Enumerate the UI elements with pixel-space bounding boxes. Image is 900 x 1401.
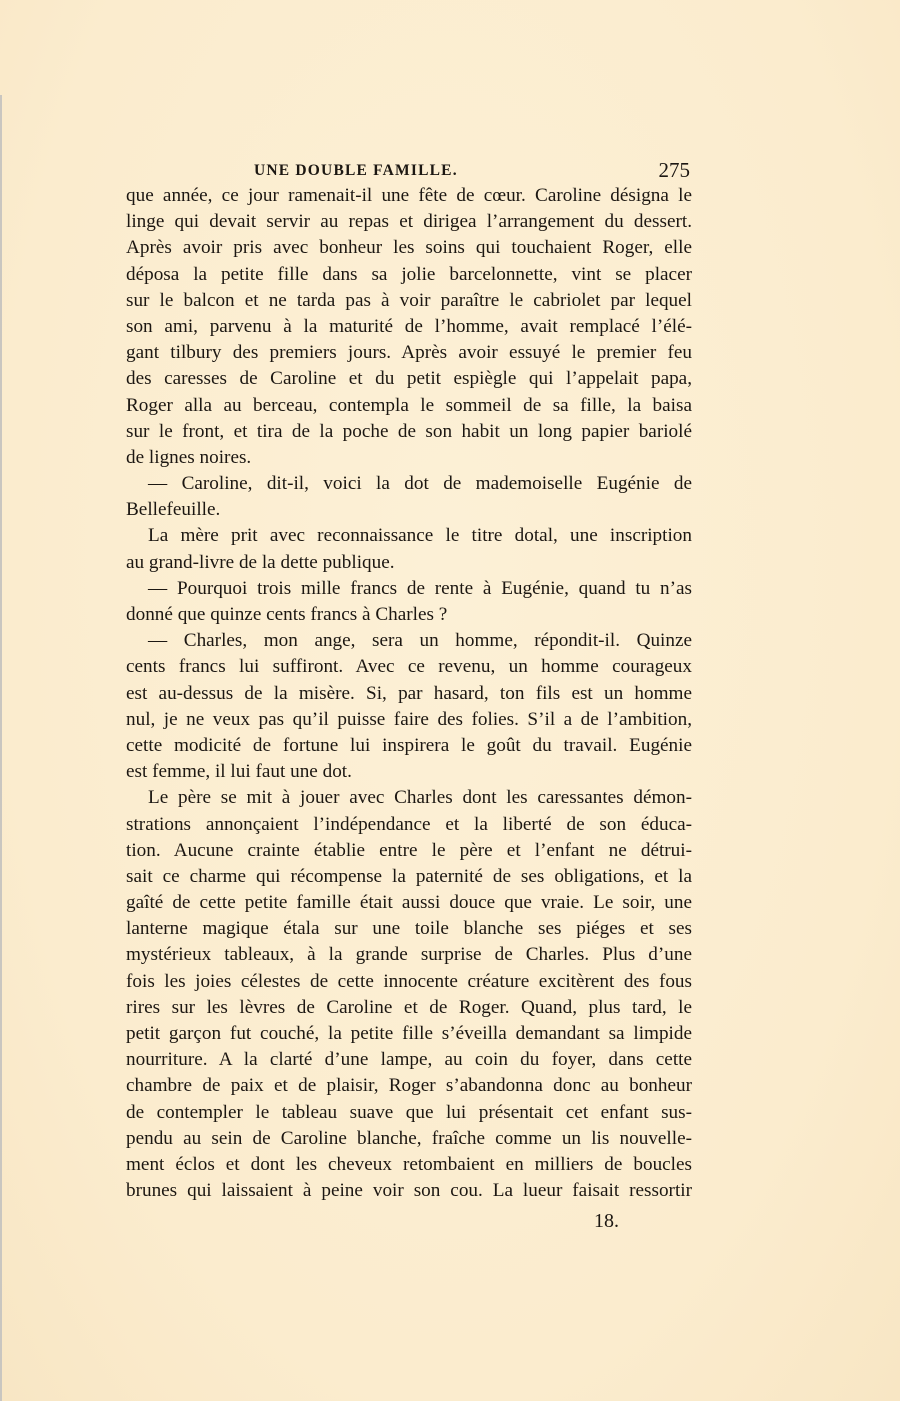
text-line: fois les joies célestes de cette innocente créature excitèrent des fous xyxy=(126,970,692,992)
text-line: Le père se mit à jouer avec Charles dont les caressantes démon- xyxy=(148,787,692,809)
text-line: — Caroline, dit-il, voici la dot de mademoiselle Eugénie de xyxy=(148,473,692,495)
text-line: cette modicité de fortune lui inspirera le goût du travail. Eugénie xyxy=(126,734,692,756)
text-line: linge qui devait servir au repas et dirigea l’arrangement du dessert. xyxy=(126,211,692,233)
text-line: — Charles, mon ange, sera un homme, répondit-il. Quinze xyxy=(148,630,692,652)
text-line: nourriture. A la clarté d’une lampe, au coin du foyer, dans cette xyxy=(126,1049,692,1071)
text-line: tion. Aucune crainte établie entre le père et l’enfant ne détrui- xyxy=(126,839,692,861)
text-line: brunes qui laissaient à peine voir son cou. La lueur faisait ressortir xyxy=(126,1180,692,1202)
running-title: UNE DOUBLE FAMILLE. xyxy=(254,162,458,179)
text-line: des caresses de Caroline et du petit espiègle qui l’appelait papa, xyxy=(126,368,692,390)
text-line: gant tilbury des premiers jours. Après avoir essuyé le premier feu xyxy=(126,342,692,364)
signature-mark: 18. xyxy=(594,1210,619,1232)
page-number: 275 xyxy=(658,158,690,182)
text-line: nul, je ne veux pas qu’il puisse faire des folies. S’il a de l’ambition, xyxy=(126,708,692,730)
page-edge xyxy=(0,95,2,1401)
body-text xyxy=(126,183,692,1204)
text-line: — Pourquoi trois mille francs de rente à Eugénie, quand tu n’as xyxy=(148,577,692,599)
text-line: Après avoir pris avec bonheur les soins qui touchaient Roger, elle xyxy=(126,237,692,259)
text-line: que année, ce jour ramenait-il une fête de cœur. Caroline désigna le xyxy=(126,185,692,206)
text-line: donné que quinze cents francs à Charles ? xyxy=(126,604,448,625)
text-line: La mère prit avec reconnaissance le titre dotal, une inscription xyxy=(148,525,692,547)
text-line: est femme, il lui faut une dot. xyxy=(126,761,352,783)
text-line: pendu au sein de Caroline blanche, fraîche comme un lis nouvelle- xyxy=(126,1127,692,1149)
text-line: cents francs lui suffiront. Avec ce revenu, un homme courageux xyxy=(126,656,692,678)
text-line: rires sur les lèvres de Caroline et de Roger. Quand, plus tard, le xyxy=(126,996,692,1018)
text-line: Roger alla au berceau, contempla le sommeil de sa fille, la baisa xyxy=(126,394,692,416)
text-line: au grand-livre de la dette publique. xyxy=(126,551,395,573)
text-line: sur le balcon et ne tarda pas à voir paraître le cabriolet par lequel xyxy=(126,289,692,311)
text-line: de lignes noires. xyxy=(126,446,252,468)
text-line: lanterne magique étala sur une toile blanche ses piéges et ses xyxy=(126,918,692,940)
text-line: déposa la petite fille dans sa jolie barcelonnette, vint se placer xyxy=(126,263,692,285)
text-line: gaîté de cette petite famille était aussi douce que vraie. Le soir, une xyxy=(126,892,692,914)
text-line: mystérieux tableaux, à la grande surprise de Charles. Plus d’une xyxy=(126,944,692,966)
text-line: ment éclos et dont les cheveux retombaient en milliers de boucles xyxy=(126,1153,692,1175)
text-line: son ami, parvenu à la maturité de l’homme, avait remplacé l’élé- xyxy=(126,315,692,337)
running-head xyxy=(126,158,690,184)
text-line: sait ce charme qui récompense la paternité de ses obligations, et la xyxy=(126,865,692,887)
text-line: est au-dessus de la misère. Si, par hasard, ton fils est un homme xyxy=(126,682,692,704)
text-line: Bellefeuille. xyxy=(126,499,221,521)
text-line: petit garçon fut couché, la petite fille s’éveilla demandant sa limpide xyxy=(126,1023,692,1044)
text-line: de contempler le tableau suave que lui présentait cet enfant sus- xyxy=(126,1101,692,1123)
text-line: strations annonçaient l’indépendance et la liberté de son éduca- xyxy=(126,813,692,835)
text-line: sur le front, et tira de la poche de son habit un long papier bariolé xyxy=(126,420,692,442)
text-line: chambre de paix et de plaisir, Roger s’abandonna donc au bonheur xyxy=(126,1075,692,1097)
